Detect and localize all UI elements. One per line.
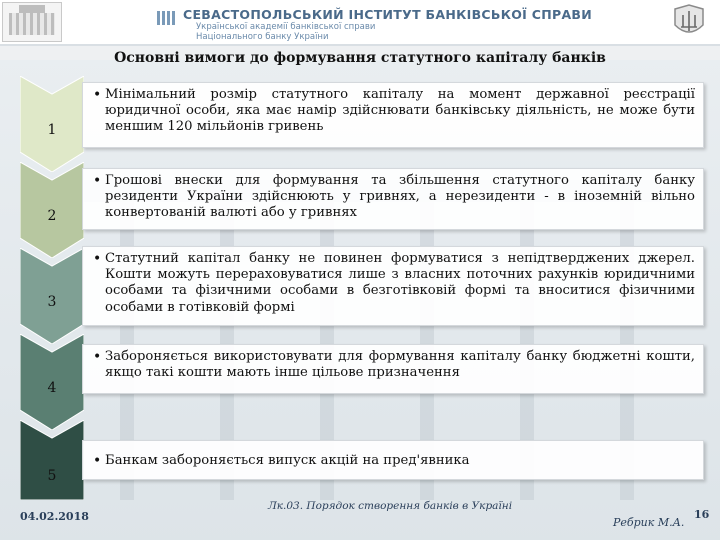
step-chevron-3 [20, 248, 84, 344]
step-chevron-2 [20, 162, 84, 258]
requirement-text-3: Статутний капітал банку не повинен формуватися з непідтверджених джерел. Кошти можуть перераховуватися лише з власних поточних рахунків юридичними особами та фізичними особами в безготівковій формі та вноситися фізичними особами в готівковій формі [105, 251, 695, 315]
bullet-icon: • [93, 251, 102, 267]
page-number: 16 [694, 508, 710, 521]
requirement-item-2 [82, 168, 704, 230]
footer-author: Ребрик М.А. [613, 516, 685, 529]
crest-icon [671, 3, 707, 41]
footer-date: 04.02.2018 [20, 510, 89, 523]
bullet-icon: • [93, 87, 102, 103]
requirement-text-5: Банкам забороняється випуск акцій на пред'явника [105, 453, 470, 468]
step-chevron-1 [20, 76, 84, 172]
step-number-1: 1 [47, 122, 57, 138]
institute-mark-icon [157, 9, 175, 27]
institute-subtitle-1: Української академії банківської справи [196, 22, 376, 32]
step-number-5: 5 [47, 468, 57, 484]
step-number-3: 3 [47, 294, 57, 310]
requirement-item-1 [82, 82, 704, 148]
slide-header [0, 0, 720, 46]
slide-title: Основні вимоги до формування статутного капіталу банків [114, 50, 606, 66]
header-divider [0, 44, 720, 46]
requirement-item-5 [82, 440, 704, 480]
building-logo-shape [9, 13, 55, 35]
step-number-4: 4 [47, 380, 57, 396]
bullet-icon: • [93, 349, 102, 365]
step-chevron-4 [20, 334, 84, 430]
step-number-2: 2 [47, 208, 57, 224]
requirement-text-2: Грошові внески для формування та збільшення статутного капіталу банку резиденти України здійснюють у гривнях, а нерезиденти - в іноземній вільно конвертованій валюті або у гривнях [105, 173, 695, 221]
institute-title: СЕВАСТОПОЛЬСЬКИЙ ІНСТИТУТ БАНКІВСЬКОЇ СПРАВИ [183, 7, 593, 22]
step-chevron-5 [20, 420, 84, 500]
bullet-icon: • [93, 453, 102, 469]
bullet-icon: • [93, 173, 102, 189]
requirement-item-3 [82, 246, 704, 326]
building-logo-icon [2, 2, 62, 42]
requirement-text-1: Мінімальний розмір статутного капіталу на момент державної реєстрації юридичної особи, яка має намір здійснювати банківську діяльність, не може бути меншим 120 мільйонів гривень [105, 87, 695, 135]
requirement-item-4 [82, 344, 704, 394]
institute-subtitle-2: Національного банку України [196, 32, 329, 42]
footer-lecture-title: Лк.03. Порядок створення банків в Україні [268, 500, 513, 512]
requirement-text-4: Забороняється використовувати для формування капіталу банку бюджетні кошти, якщо такі кошти мають інше цільове призначення [105, 349, 695, 381]
